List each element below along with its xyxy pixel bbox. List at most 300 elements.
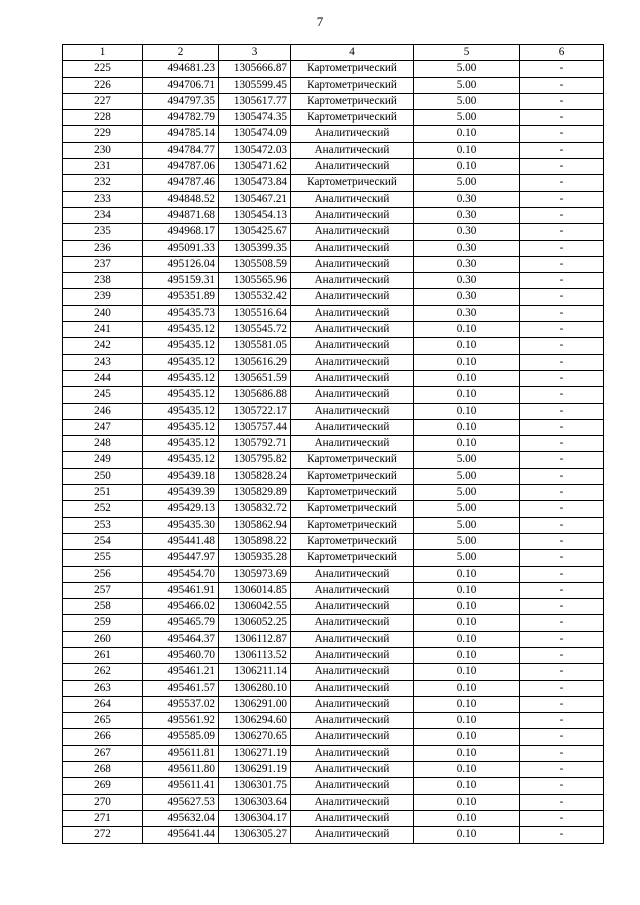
method-cell: Аналитический [291,142,414,158]
x-coordinate-cell: 494787.06 [143,159,219,175]
table-row [63,729,604,745]
accuracy-cell: 0.30 [414,207,520,223]
x-coordinate-cell: 494706.71 [143,77,219,93]
note-cell: - [520,273,604,289]
column-header-6: 6 [520,45,604,61]
x-coordinate-cell: 495435.12 [143,387,219,403]
accuracy-cell: 0.30 [414,273,520,289]
point-number-cell: 271 [63,810,143,826]
y-coordinate-cell: 1306112.87 [219,631,291,647]
accuracy-cell: 0.10 [414,762,520,778]
note-cell: - [520,419,604,435]
note-cell: - [520,387,604,403]
y-coordinate-cell: 1306303.64 [219,794,291,810]
column-header-2: 2 [143,45,219,61]
table-row [63,680,604,696]
y-coordinate-cell: 1305508.59 [219,256,291,272]
method-cell: Аналитический [291,159,414,175]
point-number-cell: 268 [63,762,143,778]
note-cell: - [520,110,604,126]
table-row [63,647,604,663]
point-number-cell: 260 [63,631,143,647]
y-coordinate-cell: 1306113.52 [219,647,291,663]
x-coordinate-cell: 495561.92 [143,713,219,729]
method-cell: Аналитический [291,810,414,826]
x-coordinate-cell: 495466.02 [143,599,219,615]
method-cell: Аналитический [291,191,414,207]
table-row [63,338,604,354]
x-coordinate-cell: 495454.70 [143,566,219,582]
table-row [63,452,604,468]
x-coordinate-cell: 494784.77 [143,142,219,158]
table-row [63,794,604,810]
table-row [63,485,604,501]
table-row [63,142,604,158]
y-coordinate-cell: 1306270.65 [219,729,291,745]
y-coordinate-cell: 1306052.25 [219,615,291,631]
accuracy-cell: 0.10 [414,680,520,696]
point-number-cell: 245 [63,387,143,403]
point-number-cell: 231 [63,159,143,175]
method-cell: Аналитический [291,322,414,338]
accuracy-cell: 0.10 [414,647,520,663]
accuracy-cell: 0.10 [414,631,520,647]
accuracy-cell: 0.10 [414,794,520,810]
table-row [63,436,604,452]
note-cell: - [520,810,604,826]
table-row [63,696,604,712]
x-coordinate-cell: 495439.39 [143,485,219,501]
method-cell: Аналитический [291,762,414,778]
accuracy-cell: 0.30 [414,305,520,321]
method-cell: Картометрический [291,175,414,191]
point-number-cell: 250 [63,468,143,484]
accuracy-cell: 0.10 [414,419,520,435]
point-number-cell: 257 [63,582,143,598]
accuracy-cell: 0.10 [414,615,520,631]
method-cell: Картометрический [291,550,414,566]
note-cell: - [520,485,604,501]
table-row [63,582,604,598]
method-cell: Аналитический [291,615,414,631]
accuracy-cell: 0.10 [414,582,520,598]
method-cell: Аналитический [291,827,414,843]
method-cell: Аналитический [291,403,414,419]
accuracy-cell: 0.10 [414,827,520,843]
accuracy-cell: 0.30 [414,256,520,272]
table-row [63,745,604,761]
note-cell: - [520,468,604,484]
accuracy-cell: 0.10 [414,354,520,370]
table-row [63,664,604,680]
method-cell: Картометрический [291,110,414,126]
point-number-cell: 229 [63,126,143,142]
accuracy-cell: 0.10 [414,370,520,386]
note-cell: - [520,517,604,533]
method-cell: Картометрический [291,61,414,77]
x-coordinate-cell: 495435.12 [143,403,219,419]
note-cell: - [520,582,604,598]
accuracy-cell: 0.10 [414,810,520,826]
column-header-1: 1 [63,45,143,61]
method-cell: Картометрический [291,485,414,501]
table-row [63,224,604,240]
point-number-cell: 237 [63,256,143,272]
method-cell: Картометрический [291,452,414,468]
point-number-cell: 262 [63,664,143,680]
x-coordinate-cell: 494968.17 [143,224,219,240]
table-row [63,240,604,256]
note-cell: - [520,322,604,338]
method-cell: Аналитический [291,224,414,240]
method-cell: Аналитический [291,338,414,354]
note-cell: - [520,305,604,321]
method-cell: Картометрический [291,517,414,533]
note-cell: - [520,126,604,142]
column-header-4: 4 [291,45,414,61]
x-coordinate-cell: 494681.23 [143,61,219,77]
note-cell: - [520,713,604,729]
point-number-cell: 248 [63,436,143,452]
note-cell: - [520,680,604,696]
accuracy-cell: 5.00 [414,175,520,191]
note-cell: - [520,159,604,175]
y-coordinate-cell: 1305973.69 [219,566,291,582]
table-row [63,273,604,289]
method-cell: Аналитический [291,354,414,370]
point-number-cell: 227 [63,93,143,109]
table-body [63,61,604,843]
x-coordinate-cell: 495351.89 [143,289,219,305]
method-cell: Аналитический [291,745,414,761]
table-row [63,419,604,435]
table-row [63,354,604,370]
point-number-cell: 232 [63,175,143,191]
y-coordinate-cell: 1305795.82 [219,452,291,468]
x-coordinate-cell: 495611.80 [143,762,219,778]
point-number-cell: 239 [63,289,143,305]
y-coordinate-cell: 1305792.71 [219,436,291,452]
accuracy-cell: 5.00 [414,110,520,126]
table-row [63,403,604,419]
point-number-cell: 252 [63,501,143,517]
table-row [63,468,604,484]
y-coordinate-cell: 1305565.96 [219,273,291,289]
y-coordinate-cell: 1305474.09 [219,126,291,142]
table-row [63,533,604,549]
note-cell: - [520,338,604,354]
accuracy-cell: 5.00 [414,485,520,501]
method-cell: Аналитический [291,370,414,386]
accuracy-cell: 5.00 [414,61,520,77]
table-row [63,191,604,207]
y-coordinate-cell: 1305545.72 [219,322,291,338]
accuracy-cell: 0.10 [414,664,520,680]
x-coordinate-cell: 495461.21 [143,664,219,680]
accuracy-cell: 5.00 [414,533,520,549]
y-coordinate-cell: 1305722.17 [219,403,291,419]
method-cell: Аналитический [291,794,414,810]
y-coordinate-cell: 1306211.14 [219,664,291,680]
accuracy-cell: 0.10 [414,778,520,794]
note-cell: - [520,599,604,615]
accuracy-cell: 0.10 [414,566,520,582]
accuracy-cell: 5.00 [414,452,520,468]
y-coordinate-cell: 1306014.85 [219,582,291,598]
accuracy-cell: 0.30 [414,240,520,256]
point-number-cell: 225 [63,61,143,77]
coordinates-table [62,44,604,844]
method-cell: Аналитический [291,631,414,647]
x-coordinate-cell: 495435.12 [143,322,219,338]
y-coordinate-cell: 1306301.75 [219,778,291,794]
point-number-cell: 226 [63,77,143,93]
note-cell: - [520,354,604,370]
method-cell: Аналитический [291,240,414,256]
table-row [63,370,604,386]
table-row [63,207,604,223]
table-row [63,322,604,338]
x-coordinate-cell: 495126.04 [143,256,219,272]
method-cell: Картометрический [291,468,414,484]
point-number-cell: 242 [63,338,143,354]
y-coordinate-cell: 1305898.22 [219,533,291,549]
accuracy-cell: 0.30 [414,289,520,305]
y-coordinate-cell: 1305616.29 [219,354,291,370]
table-row [63,256,604,272]
x-coordinate-cell: 495461.91 [143,582,219,598]
y-coordinate-cell: 1305474.35 [219,110,291,126]
note-cell: - [520,762,604,778]
accuracy-cell: 0.10 [414,387,520,403]
note-cell: - [520,256,604,272]
point-number-cell: 269 [63,778,143,794]
y-coordinate-cell: 1305454.13 [219,207,291,223]
y-coordinate-cell: 1305473.84 [219,175,291,191]
accuracy-cell: 0.10 [414,403,520,419]
table-row [63,599,604,615]
point-number-cell: 230 [63,142,143,158]
note-cell: - [520,827,604,843]
x-coordinate-cell: 495464.37 [143,631,219,647]
x-coordinate-cell: 495447.97 [143,550,219,566]
method-cell: Картометрический [291,77,414,93]
table-row [63,305,604,321]
y-coordinate-cell: 1305516.64 [219,305,291,321]
x-coordinate-cell: 495461.57 [143,680,219,696]
note-cell: - [520,631,604,647]
y-coordinate-cell: 1305829.89 [219,485,291,501]
accuracy-cell: 0.10 [414,745,520,761]
method-cell: Картометрический [291,93,414,109]
note-cell: - [520,745,604,761]
y-coordinate-cell: 1305599.45 [219,77,291,93]
y-coordinate-cell: 1305425.67 [219,224,291,240]
method-cell: Аналитический [291,207,414,223]
note-cell: - [520,93,604,109]
note-cell: - [520,289,604,305]
x-coordinate-cell: 495429.13 [143,501,219,517]
method-cell: Аналитический [291,696,414,712]
table-row [63,615,604,631]
point-number-cell: 241 [63,322,143,338]
note-cell: - [520,696,604,712]
accuracy-cell: 0.10 [414,142,520,158]
table-row [63,566,604,582]
note-cell: - [520,550,604,566]
point-number-cell: 255 [63,550,143,566]
accuracy-cell: 5.00 [414,468,520,484]
method-cell: Аналитический [291,778,414,794]
column-header-3: 3 [219,45,291,61]
x-coordinate-cell: 494871.68 [143,207,219,223]
accuracy-cell: 5.00 [414,93,520,109]
x-coordinate-cell: 495435.12 [143,419,219,435]
method-cell: Аналитический [291,387,414,403]
point-number-cell: 264 [63,696,143,712]
x-coordinate-cell: 495537.02 [143,696,219,712]
accuracy-cell: 0.30 [414,191,520,207]
point-number-cell: 254 [63,533,143,549]
accuracy-cell: 0.10 [414,338,520,354]
y-coordinate-cell: 1305686.88 [219,387,291,403]
y-coordinate-cell: 1305862.94 [219,517,291,533]
y-coordinate-cell: 1306291.19 [219,762,291,778]
point-number-cell: 270 [63,794,143,810]
y-coordinate-cell: 1306294.60 [219,713,291,729]
point-number-cell: 244 [63,370,143,386]
x-coordinate-cell: 495435.73 [143,305,219,321]
method-cell: Аналитический [291,680,414,696]
note-cell: - [520,566,604,582]
point-number-cell: 238 [63,273,143,289]
method-cell: Аналитический [291,436,414,452]
table-row [63,387,604,403]
point-number-cell: 267 [63,745,143,761]
y-coordinate-cell: 1305472.03 [219,142,291,158]
point-number-cell: 256 [63,566,143,582]
point-number-cell: 240 [63,305,143,321]
note-cell: - [520,729,604,745]
table-row [63,126,604,142]
x-coordinate-cell: 495435.30 [143,517,219,533]
table-row [63,762,604,778]
accuracy-cell: 0.10 [414,126,520,142]
point-number-cell: 261 [63,647,143,663]
method-cell: Аналитический [291,664,414,680]
accuracy-cell: 5.00 [414,77,520,93]
table-row [63,77,604,93]
note-cell: - [520,436,604,452]
x-coordinate-cell: 495641.44 [143,827,219,843]
y-coordinate-cell: 1305757.44 [219,419,291,435]
x-coordinate-cell: 495465.79 [143,615,219,631]
point-number-cell: 234 [63,207,143,223]
accuracy-cell: 0.10 [414,696,520,712]
method-cell: Аналитический [291,256,414,272]
note-cell: - [520,175,604,191]
y-coordinate-cell: 1305651.59 [219,370,291,386]
y-coordinate-cell: 1305532.42 [219,289,291,305]
point-number-cell: 235 [63,224,143,240]
x-coordinate-cell: 495435.12 [143,370,219,386]
table-row [63,631,604,647]
note-cell: - [520,403,604,419]
y-coordinate-cell: 1306305.27 [219,827,291,843]
note-cell: - [520,191,604,207]
y-coordinate-cell: 1306291.00 [219,696,291,712]
note-cell: - [520,240,604,256]
note-cell: - [520,207,604,223]
point-number-cell: 233 [63,191,143,207]
note-cell: - [520,778,604,794]
note-cell: - [520,142,604,158]
y-coordinate-cell: 1306042.55 [219,599,291,615]
note-cell: - [520,664,604,680]
table-row [63,810,604,826]
point-number-cell: 258 [63,599,143,615]
header-row [63,45,604,61]
x-coordinate-cell: 495627.53 [143,794,219,810]
point-number-cell: 249 [63,452,143,468]
point-number-cell: 259 [63,615,143,631]
note-cell: - [520,452,604,468]
method-cell: Аналитический [291,273,414,289]
x-coordinate-cell: 494848.52 [143,191,219,207]
point-number-cell: 272 [63,827,143,843]
x-coordinate-cell: 494797.35 [143,93,219,109]
method-cell: Картометрический [291,533,414,549]
y-coordinate-cell: 1306304.17 [219,810,291,826]
x-coordinate-cell: 495091.33 [143,240,219,256]
point-number-cell: 263 [63,680,143,696]
note-cell: - [520,370,604,386]
note-cell: - [520,615,604,631]
method-cell: Аналитический [291,599,414,615]
y-coordinate-cell: 1305828.24 [219,468,291,484]
table-row [63,713,604,729]
accuracy-cell: 0.10 [414,599,520,615]
y-coordinate-cell: 1305467.21 [219,191,291,207]
x-coordinate-cell: 494785.14 [143,126,219,142]
method-cell: Аналитический [291,713,414,729]
note-cell: - [520,501,604,517]
accuracy-cell: 0.10 [414,713,520,729]
method-cell: Картометрический [291,501,414,517]
method-cell: Аналитический [291,419,414,435]
note-cell: - [520,224,604,240]
table-row [63,159,604,175]
accuracy-cell: 0.10 [414,436,520,452]
table-row [63,550,604,566]
x-coordinate-cell: 495611.41 [143,778,219,794]
y-coordinate-cell: 1306280.10 [219,680,291,696]
x-coordinate-cell: 495435.12 [143,436,219,452]
table-row [63,778,604,794]
x-coordinate-cell: 495441.48 [143,533,219,549]
x-coordinate-cell: 495632.04 [143,810,219,826]
method-cell: Аналитический [291,566,414,582]
y-coordinate-cell: 1305617.77 [219,93,291,109]
y-coordinate-cell: 1306271.19 [219,745,291,761]
method-cell: Аналитический [291,289,414,305]
table-row [63,517,604,533]
x-coordinate-cell: 495439.18 [143,468,219,484]
table-row [63,289,604,305]
point-number-cell: 253 [63,517,143,533]
note-cell: - [520,794,604,810]
table-row [63,175,604,191]
